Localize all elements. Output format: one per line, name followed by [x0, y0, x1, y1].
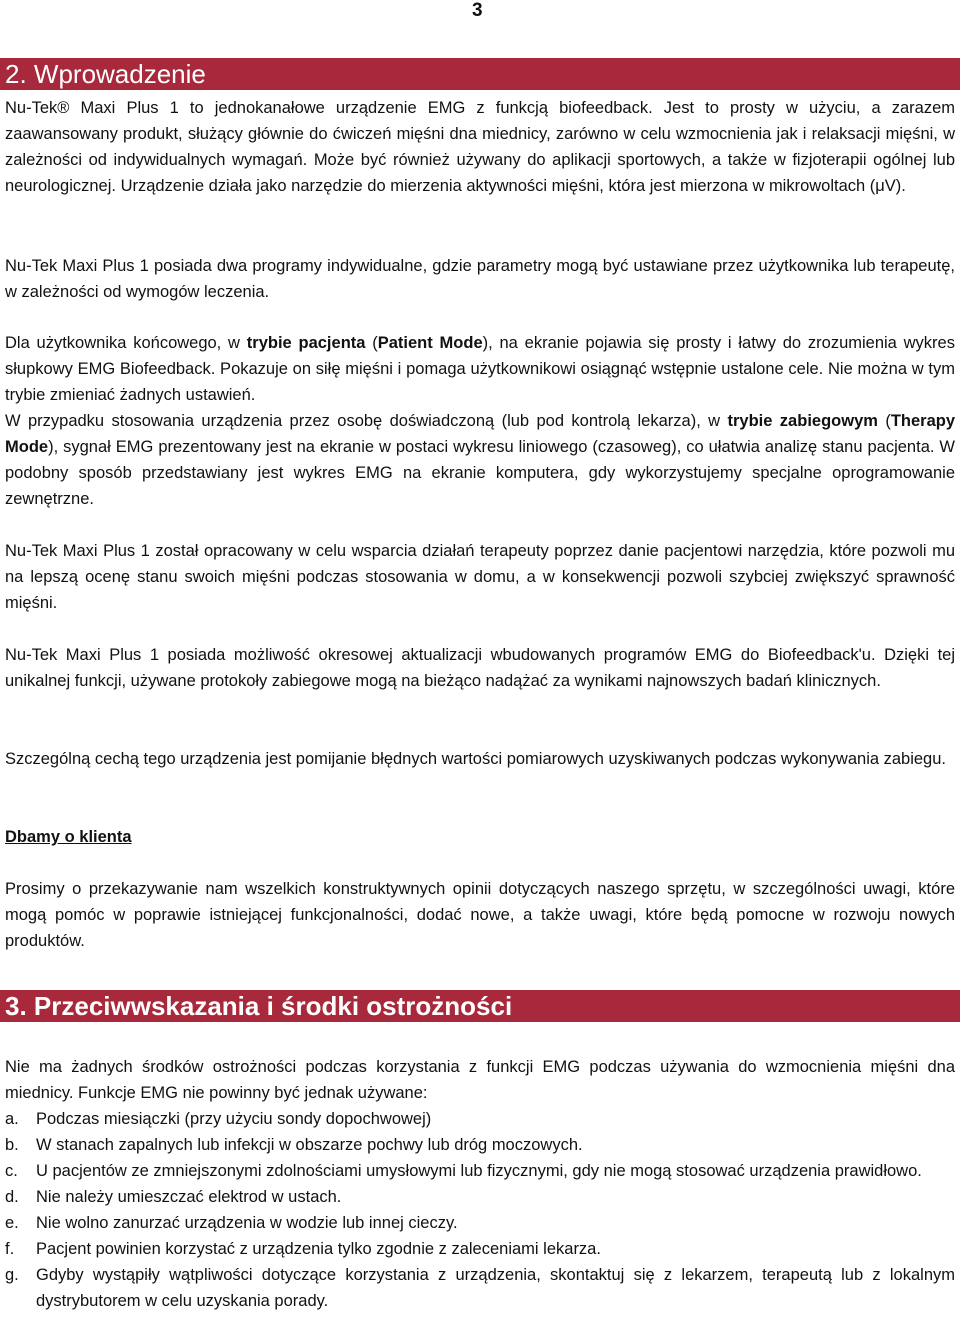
- text-run: Dla użytkownika końcowego, w: [5, 334, 247, 352]
- text-run: (: [877, 412, 891, 430]
- bold-term-therapy-mode: Therapy Mode: [5, 412, 955, 456]
- list-item-text: W stanach zapalnych lub infekcji w obszarze pochwy lub dróg moczowych.: [36, 1136, 583, 1154]
- list-marker: e.: [5, 1214, 19, 1232]
- text-run: W przypadku stosowania urządzenia przez osobę doświadczoną (lub pod kontrolą lekarza), w: [5, 412, 728, 430]
- updates-paragraph: Nu-Tek Maxi Plus 1 posiada możliwość okresowej aktualizacji wbudowanych programów EMG do Biofeedback'u. Dzięki tej unikalnej funkcji, używane protokoły zabiegowe mogą na bieżąco nadążać za wynikami najnowszych badań klinicznych.: [5, 646, 955, 690]
- section-heading-contraindications: 3. Przeciwwskazania i środki ostrożności: [0, 990, 960, 1022]
- bold-term-therapy-mode-pl: trybie zabiegowym: [727, 412, 878, 430]
- list-item: [5, 1132, 955, 1158]
- list-marker: d.: [5, 1188, 19, 1206]
- list-item-text: U pacjentów ze zmniejszonymi zdolnościami umysłowymi lub fizycznymi, gdy nie mogą stosować urządzenia prawidłowo.: [36, 1162, 922, 1180]
- list-marker: f.: [5, 1240, 15, 1258]
- list-item: [5, 1158, 955, 1184]
- text-run: (: [365, 334, 378, 352]
- list-marker: a.: [5, 1110, 19, 1128]
- list-item: [5, 1262, 955, 1314]
- bold-term-patient-mode-pl: trybie pacjenta: [246, 334, 366, 352]
- list-marker: b.: [5, 1136, 19, 1154]
- list-marker: g.: [5, 1266, 19, 1284]
- list-item-text: Podczas miesiączki (przy użyciu sondy dopochwowej): [36, 1110, 432, 1128]
- list-item-text: Pacjent powinien korzystać z urządzenia tylko zgodnie z zaleceniami lekarza.: [36, 1240, 601, 1258]
- therapy-mode-paragraph: [5, 408, 955, 512]
- list-item: [5, 1210, 955, 1236]
- feature-paragraph: Szczególną cechą tego urządzenia jest pomijanie błędnych wartości pomiarowych uzyskiwanych podczas wykonywania zabiegu.: [5, 750, 946, 768]
- contraindications-intro: Nie ma żadnych środków ostrożności podczas korzystania z funkcji EMG podczas używania do wzmocnienia mięśni dna miednicy. Funkcje EMG nie powinny być jednak używane:: [5, 1058, 955, 1102]
- page-number: 3: [472, 0, 483, 21]
- list-marker: c.: [5, 1162, 18, 1180]
- list-item: [5, 1106, 955, 1132]
- customer-care-subheading: Dbamy o klienta: [5, 828, 132, 846]
- section-heading-introduction: 2. Wprowadzenie: [0, 58, 960, 90]
- list-item-text: Nie należy umieszczać elektrod w ustach.: [36, 1188, 342, 1206]
- list-item: [5, 1184, 955, 1210]
- list-item: [5, 1236, 955, 1262]
- purpose-paragraph: Nu-Tek Maxi Plus 1 został opracowany w celu wsparcia działań terapeuty poprzez danie pacjentowi narzędzia, które pozwoli mu na lepszą ocenę stanu swoich mięśni podczas stosowania w domu, a w konsekwencji pozwoli szybciej zwiększyć sprawność mięśni.: [5, 542, 955, 612]
- text-run: ), na ekranie pojawia się prosty i łatwy do zrozumienia wykres słupkowy EMG Biofeedback. Pokazuje on siłę mięśni i pomaga użytkownikowi osiągnąć wstępnie ustalone cele. Nie można w tym trybie zmieniać żadnych ustawień.: [5, 334, 955, 404]
- list-item-text: Nie wolno zanurzać urządzenia w wodzie lub innej cieczy.: [36, 1214, 458, 1232]
- programs-paragraph: Nu-Tek Maxi Plus 1 posiada dwa programy indywidualne, gdzie parametry mogą być ustawiane przez użytkownika lub terapeutę, w zależności od wymogów leczenia.: [5, 257, 955, 301]
- bold-term-patient-mode: Patient Mode: [377, 334, 483, 352]
- contraindications-list: [5, 1106, 955, 1314]
- intro-paragraph: Nu-Tek® Maxi Plus 1 to jednokanałowe urządzenie EMG z funkcją biofeedback. Jest to prosty w użyciu, a zarazem zaawansowany produkt, służący głównie do ćwiczeń mięśni dna miednicy, zarówno w celu wzmocnienia jak i relaksacji mięśni, w zależności od indywidualnych wymagań. Może być również używany do aplikacji sportowych, a także w fizjoterapii ogólnej lub neurologicznej. Urządzenie działa jako narzędzie do mierzenia aktywności mięśni, która jest mierzona w mikrowoltach (μV).: [5, 99, 955, 195]
- feedback-paragraph: Prosimy o przekazywanie nam wszelkich konstruktywnych opinii dotyczących naszego sprzętu, w szczególności uwagi, które mogą pomóc w poprawie istniejącej funkcjonalności, dodać nowe, a także uwagi, które będą pomocne w rozwoju nowych produktów.: [5, 880, 955, 950]
- list-item-text: Gdyby wystąpiły wątpliwości dotyczące korzystania z urządzenia, skontaktuj się z lekarzem, terapeutą lub z lokalnym dystrybutorem w celu uzyskania porady.: [36, 1266, 955, 1310]
- text-run: ), sygnał EMG prezentowany jest na ekranie w postaci wykresu liniowego (czasoweg), co ułatwia analizę stanu pacjenta. W podobny sposób przedstawiany jest wykres EMG na ekranie komputera, gdy wykorzystujemy specjalne oprogramowanie zewnętrzne.: [5, 438, 955, 508]
- patient-mode-paragraph: [5, 330, 955, 408]
